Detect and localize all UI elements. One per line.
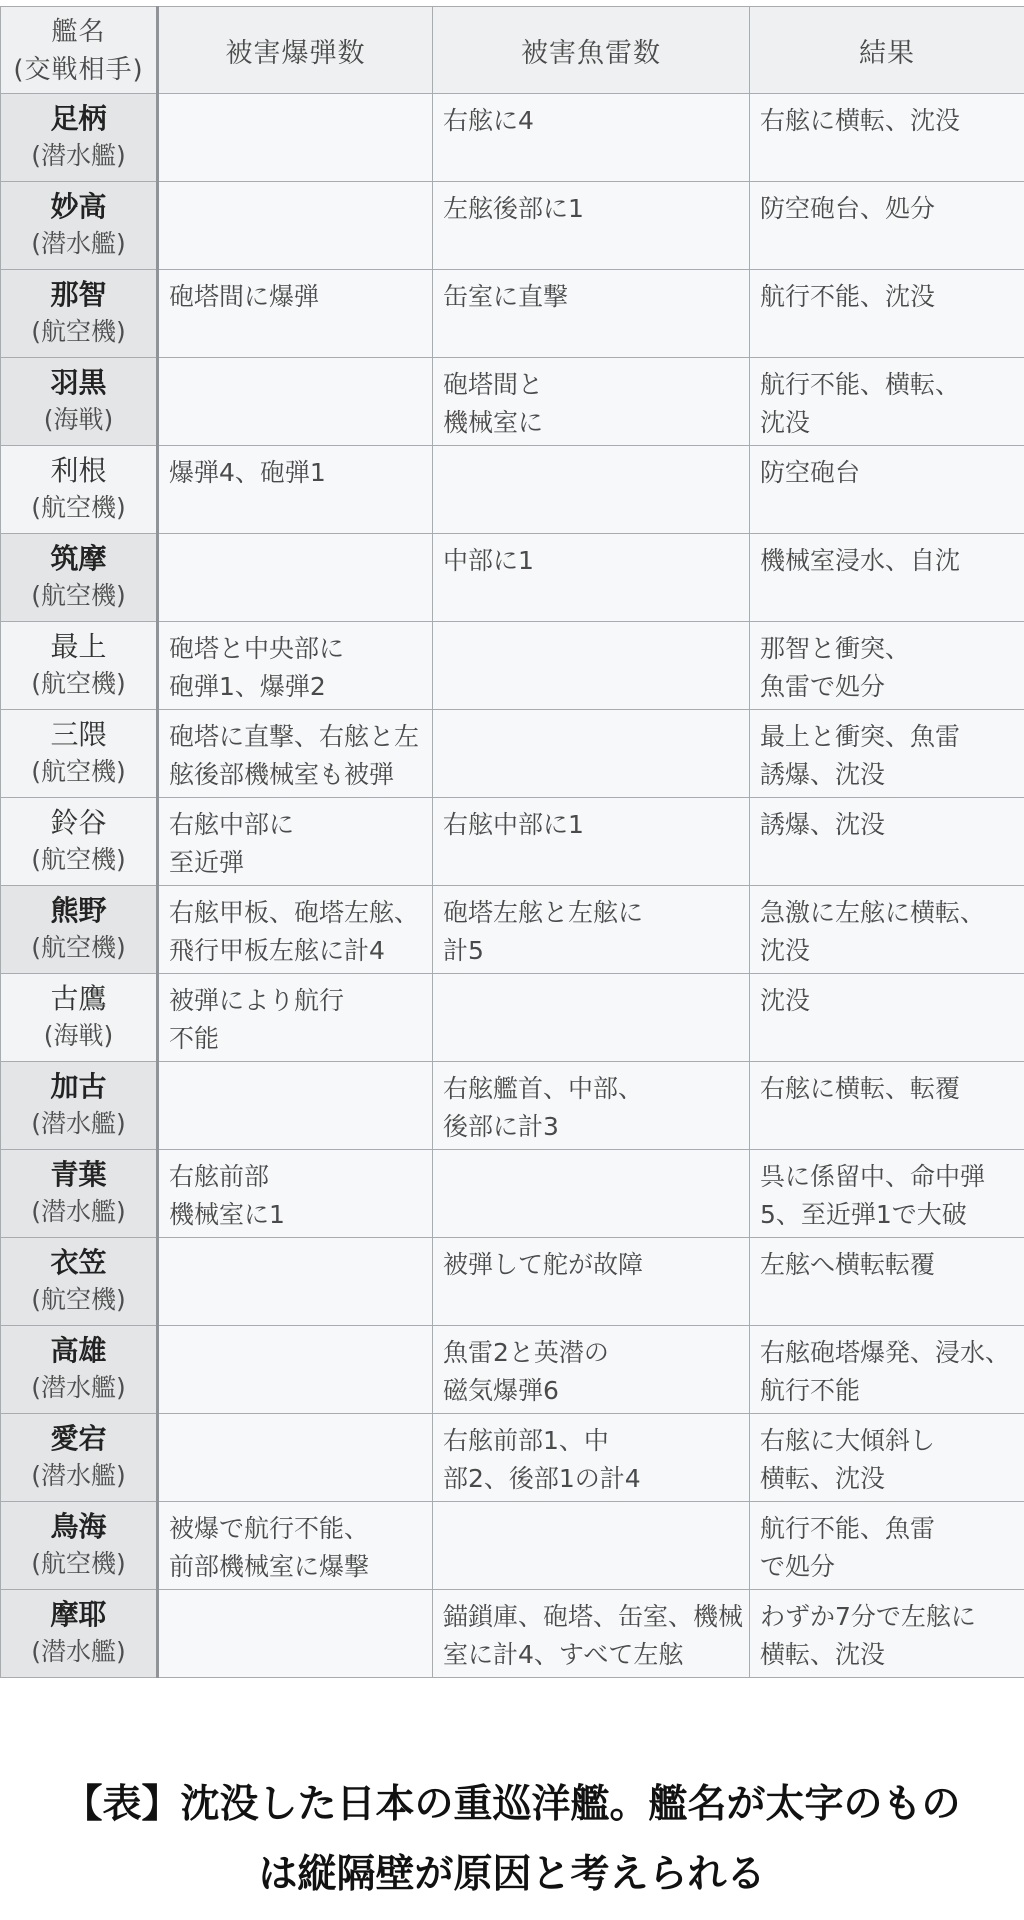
engagement-opponent: (潜水艦) [31,1461,126,1490]
ship-name: 鳥海 [50,1510,107,1543]
result-cell: 右舷に横転、沈没 [750,94,1024,182]
table-row [1,94,1024,182]
bomb-damage-cell: 右舷甲板、砲塔左舷、 飛行甲板左舷に計4 [158,886,433,974]
torpedo-damage-cell [433,1150,750,1238]
table-header-row [1,7,1024,94]
bomb-damage-cell: 砲塔に直撃、右舷と左 舷後部機械室も被弾 [158,710,433,798]
result-cell: 航行不能、横転、 沈没 [750,358,1024,446]
torpedo-damage-cell [433,446,750,534]
torpedo-damage-cell [433,1502,750,1590]
engagement-opponent: (航空機) [31,933,126,962]
ship-cell [1,1150,158,1238]
result-cell: 航行不能、魚雷 で処分 [750,1502,1024,1590]
bomb-damage-cell: 爆弾4、砲弾1 [158,446,433,534]
result-cell: 右舷に大傾斜し 横転、沈没 [750,1414,1024,1502]
ship-name: 利根 [50,454,107,487]
torpedo-damage-cell: 中部に1 [433,534,750,622]
header-bomb-damage: 被害爆弾数 [158,7,433,94]
table-container [0,6,1024,1678]
ship-cell [1,446,158,534]
table-row [1,446,1024,534]
engagement-opponent: (航空機) [31,757,126,786]
torpedo-damage-cell [433,622,750,710]
ship-cell [1,1590,158,1678]
ship-name: 青葉 [50,1158,107,1191]
result-cell: 左舷へ横転転覆 [750,1238,1024,1326]
engagement-opponent: (潜水艦) [31,1373,126,1402]
table-row [1,270,1024,358]
engagement-opponent: (航空機) [31,317,126,346]
torpedo-damage-cell: 錨鎖庫、砲塔、缶室、機械 室に計4、すべて左舷 [433,1590,750,1678]
bomb-damage-cell [158,1590,433,1678]
result-cell: 防空砲台 [750,446,1024,534]
ship-name: 最上 [50,630,107,663]
ship-cell [1,974,158,1062]
engagement-opponent: (航空機) [31,845,126,874]
engagement-opponent: (航空機) [31,1549,126,1578]
table-row [1,974,1024,1062]
engagement-opponent: (潜水艦) [31,1109,126,1138]
engagement-opponent: (海戦) [43,1021,114,1050]
bomb-damage-cell [158,1414,433,1502]
ship-name: 高雄 [50,1334,107,1367]
result-cell: 航行不能、沈没 [750,270,1024,358]
table-body [1,94,1024,1678]
result-cell: 沈没 [750,974,1024,1062]
result-cell: 呉に係留中、命中弾 5、至近弾1で大破 [750,1150,1024,1238]
ship-cell [1,358,158,446]
ship-name: 衣笠 [50,1246,107,1279]
header-result: 結果 [750,7,1024,94]
cruiser-damage-table [0,6,1024,1678]
ship-name: 加古 [50,1070,107,1103]
ship-name: 鈴谷 [50,806,107,839]
result-cell: 機械室浸水、自沈 [750,534,1024,622]
bomb-damage-cell [158,1326,433,1414]
ship-cell [1,1062,158,1150]
engagement-opponent: (航空機) [31,493,126,522]
ship-cell [1,1238,158,1326]
bomb-damage-cell: 砲塔と中央部に 砲弾1、爆弾2 [158,622,433,710]
engagement-opponent: (航空機) [31,581,126,610]
ship-cell [1,1502,158,1590]
header-torpedo-damage: 被害魚雷数 [433,7,750,94]
torpedo-damage-cell: 缶室に直撃 [433,270,750,358]
result-cell: 急激に左舷に横転、 沈没 [750,886,1024,974]
bomb-damage-cell [158,182,433,270]
ship-cell [1,1326,158,1414]
table-row [1,798,1024,886]
bomb-damage-cell [158,94,433,182]
torpedo-damage-cell: 被弾して舵が故障 [433,1238,750,1326]
ship-name: 熊野 [50,894,107,927]
ship-name: 摩耶 [50,1598,107,1631]
result-cell: 誘爆、沈没 [750,798,1024,886]
bomb-damage-cell: 砲塔間に爆弾 [158,270,433,358]
result-cell: 最上と衝突、魚雷 誘爆、沈没 [750,710,1024,798]
engagement-opponent: (航空機) [31,669,126,698]
torpedo-damage-cell: 砲塔左舷と左舷に 計5 [433,886,750,974]
result-cell: 防空砲台、処分 [750,182,1024,270]
table-row [1,1326,1024,1414]
bomb-damage-cell: 被弾により航行 不能 [158,974,433,1062]
engagement-opponent: (潜水艦) [31,141,126,170]
result-cell: 右舷に横転、転覆 [750,1062,1024,1150]
ship-cell [1,798,158,886]
table-row [1,710,1024,798]
engagement-opponent: (海戦) [43,405,114,434]
torpedo-damage-cell: 右舷艦首、中部、 後部に計3 [433,1062,750,1150]
ship-cell [1,710,158,798]
result-cell: 那智と衝突、 魚雷で処分 [750,622,1024,710]
bomb-damage-cell [158,1062,433,1150]
torpedo-damage-cell: 右舷に4 [433,94,750,182]
table-row [1,1150,1024,1238]
result-cell: わずか7分で左舷に 横転、沈没 [750,1590,1024,1678]
ship-name: 筑摩 [50,542,107,575]
table-row [1,886,1024,974]
table-row [1,1062,1024,1150]
table-row [1,622,1024,710]
ship-name: 愛宕 [50,1422,107,1455]
torpedo-damage-cell: 砲塔間と 機械室に [433,358,750,446]
table-row [1,1590,1024,1678]
ship-name: 羽黒 [50,366,107,399]
bomb-damage-cell: 右舷前部 機械室に1 [158,1150,433,1238]
ship-cell [1,182,158,270]
ship-name: 那智 [50,278,107,311]
ship-cell [1,886,158,974]
torpedo-damage-cell: 右舷中部に1 [433,798,750,886]
ship-cell [1,270,158,358]
ship-name: 三隈 [50,718,107,751]
table-caption: 【表】沈没した日本の重巡洋艦。艦名が太字のもの は縦隔壁が原因と考えられる [63,1782,961,1897]
table-row [1,1238,1024,1326]
bomb-damage-cell [158,1238,433,1326]
torpedo-damage-cell: 右舷前部1、中 部2、後部1の計4 [433,1414,750,1502]
ship-name: 古鷹 [50,982,107,1015]
bomb-damage-cell [158,534,433,622]
header-ship-name: 艦名 (交戦相手) [1,7,158,94]
ship-cell [1,94,158,182]
engagement-opponent: (航空機) [31,1285,126,1314]
table-row [1,182,1024,270]
engagement-opponent: (潜水艦) [31,229,126,258]
ship-name: 妙高 [50,190,107,223]
ship-cell [1,622,158,710]
bomb-damage-cell: 右舷中部に 至近弾 [158,798,433,886]
engagement-opponent: (潜水艦) [31,1197,126,1226]
ship-name: 足柄 [50,102,107,135]
bomb-damage-cell [158,358,433,446]
table-row [1,358,1024,446]
torpedo-damage-cell: 左舷後部に1 [433,182,750,270]
torpedo-damage-cell [433,974,750,1062]
table-row [1,1502,1024,1590]
engagement-opponent: (潜水艦) [31,1637,126,1666]
result-cell: 右舷砲塔爆発、浸水、 航行不能 [750,1326,1024,1414]
ship-cell [1,534,158,622]
ship-cell [1,1414,158,1502]
bomb-damage-cell: 被爆で航行不能、 前部機械室に爆撃 [158,1502,433,1590]
table-row [1,1414,1024,1502]
table-row [1,534,1024,622]
torpedo-damage-cell: 魚雷2と英潜の 磁気爆弾6 [433,1326,750,1414]
torpedo-damage-cell [433,710,750,798]
